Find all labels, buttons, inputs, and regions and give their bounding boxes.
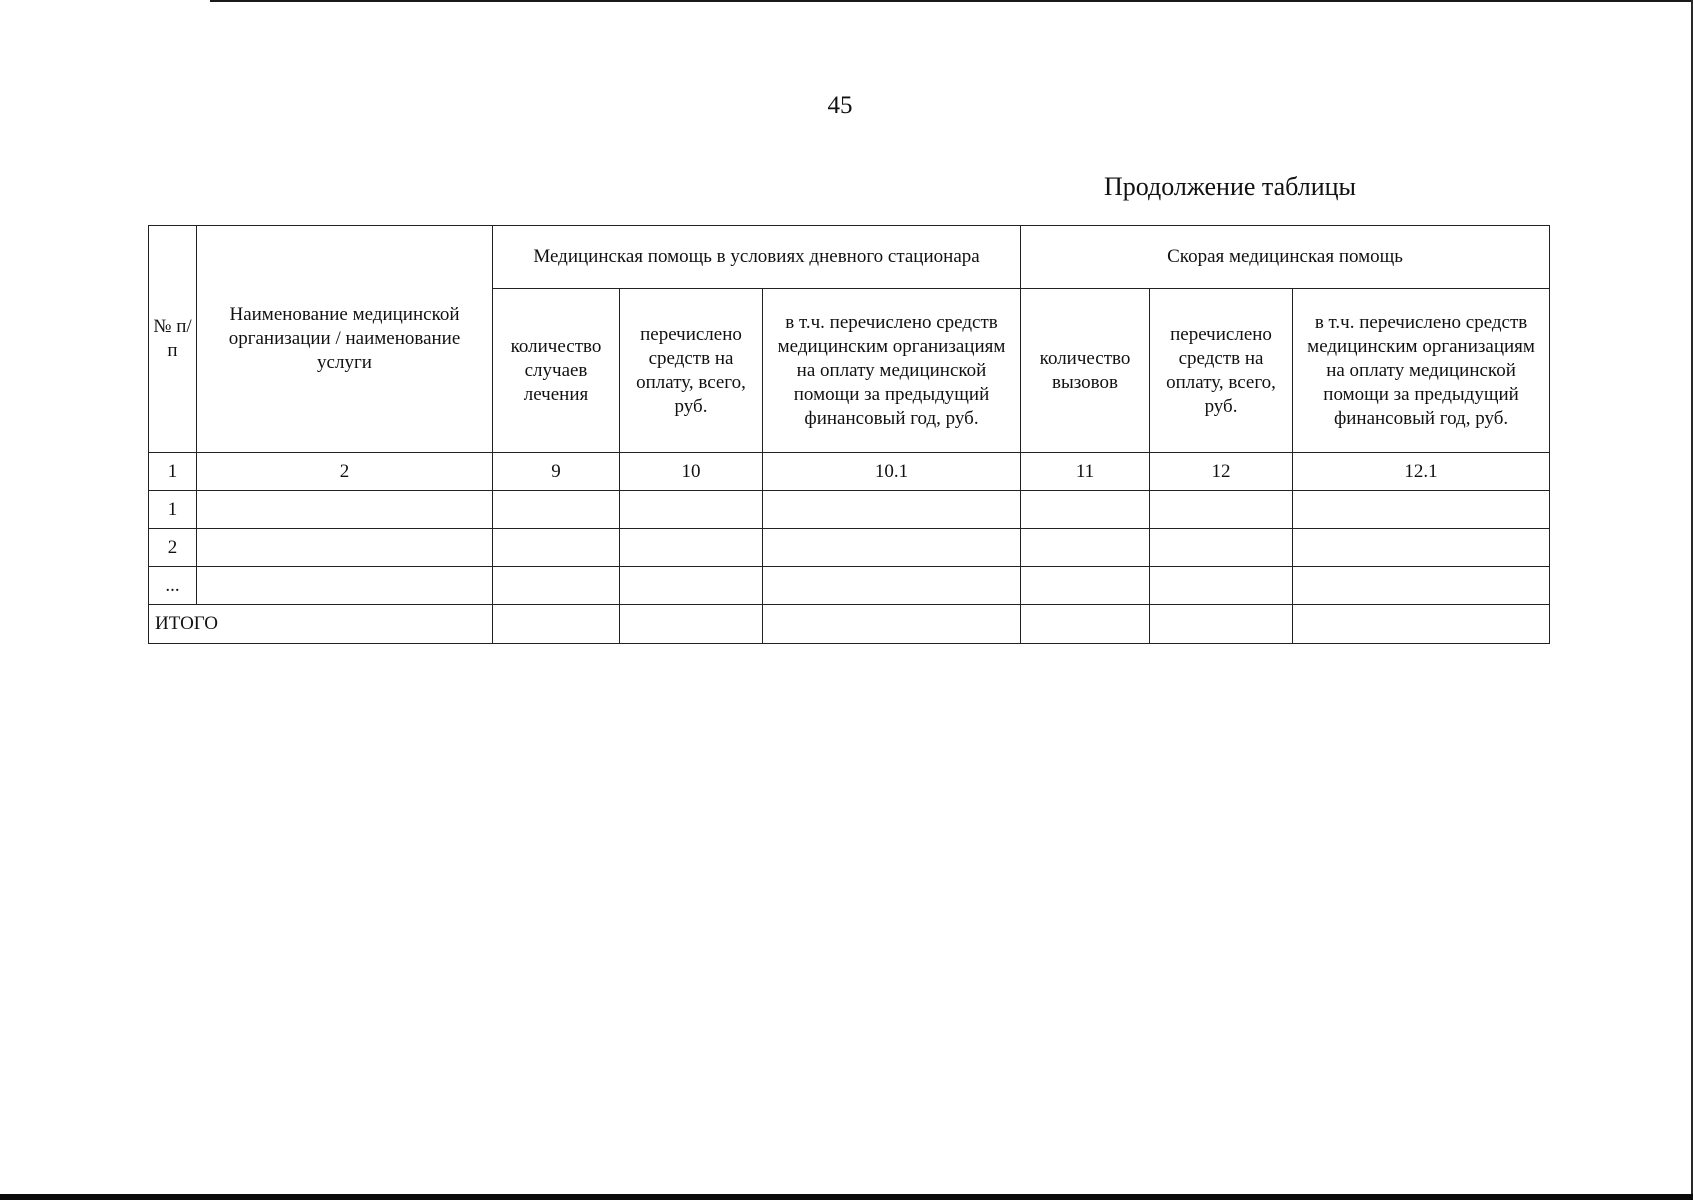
column-number: 12: [1150, 453, 1293, 491]
total-label: ИТОГО: [149, 605, 493, 644]
header-row-groups: [149, 226, 1550, 289]
cell-day-cases: [493, 567, 620, 605]
cell-organization-name: [197, 491, 493, 529]
cell-amb-transferred: [1150, 567, 1293, 605]
column-number: 12.1: [1293, 453, 1550, 491]
column-number: 2: [197, 453, 493, 491]
cell-day-transferred: [620, 491, 763, 529]
column-number: 10: [620, 453, 763, 491]
cell-organization-name: [197, 567, 493, 605]
scan-bottom-edge: [0, 1194, 1693, 1200]
row-number: 1: [149, 491, 197, 529]
cell-organization-name: [197, 529, 493, 567]
cell-day-prev-year: [763, 567, 1021, 605]
cell-amb-calls: [1021, 491, 1150, 529]
cell-day-prev-year: [763, 529, 1021, 567]
header-day-transferred: перечислено средств на оплату, всего, руб.: [620, 289, 763, 453]
cell-amb-calls: [1021, 529, 1150, 567]
total-row: [149, 605, 1550, 644]
cell-amb-calls: [1021, 567, 1150, 605]
cell-amb-prev-year: [1293, 567, 1550, 605]
total-day-prev-year: [763, 605, 1021, 644]
header-amb-prev-year: в т.ч. перечислено средств медицинским организациям на оплату медицинской помощи за предыдущий финансовый год, руб.: [1293, 289, 1550, 453]
header-ambulance: Скорая медицинская помощь: [1021, 226, 1550, 289]
column-number: 10.1: [763, 453, 1021, 491]
cell-amb-transferred: [1150, 491, 1293, 529]
total-amb-transferred: [1150, 605, 1293, 644]
column-number: 9: [493, 453, 620, 491]
total-amb-prev-year: [1293, 605, 1550, 644]
table-caption: Продолжение таблицы: [1104, 172, 1356, 201]
header-amb-transferred: перечислено средств на оплату, всего, руб.: [1150, 289, 1293, 453]
cell-amb-prev-year: [1293, 529, 1550, 567]
cell-amb-transferred: [1150, 529, 1293, 567]
header-amb-calls: количество вызовов: [1021, 289, 1150, 453]
row-number: 2: [149, 529, 197, 567]
header-num: № п/п: [149, 226, 197, 453]
page-number: 45: [827, 92, 853, 119]
column-number: 11: [1021, 453, 1150, 491]
header-day-prev-year: в т.ч. перечислено средств медицинским организациям на оплату медицинской помощи за предыдущий финансовый год, руб.: [763, 289, 1021, 453]
total-day-transferred: [620, 605, 763, 644]
cell-day-transferred: [620, 529, 763, 567]
cell-amb-prev-year: [1293, 491, 1550, 529]
report-table: [148, 225, 1550, 644]
header-day-cases: количество случаев лечения: [493, 289, 620, 453]
table-row: [149, 529, 1550, 567]
row-number: ...: [149, 567, 197, 605]
column-number: 1: [149, 453, 197, 491]
cell-day-cases: [493, 529, 620, 567]
header-organization-name: Наименование медицинской организации / наименование услуги: [197, 226, 493, 453]
cell-day-transferred: [620, 567, 763, 605]
table-row: [149, 567, 1550, 605]
cell-day-cases: [493, 491, 620, 529]
total-amb-calls: [1021, 605, 1150, 644]
scan-top-edge: [210, 0, 1693, 2]
header-day-hospital: Медицинская помощь в условиях дневного стационара: [493, 226, 1021, 289]
table-row: [149, 491, 1550, 529]
total-day-cases: [493, 605, 620, 644]
cell-day-prev-year: [763, 491, 1021, 529]
column-number-row: [149, 453, 1550, 491]
